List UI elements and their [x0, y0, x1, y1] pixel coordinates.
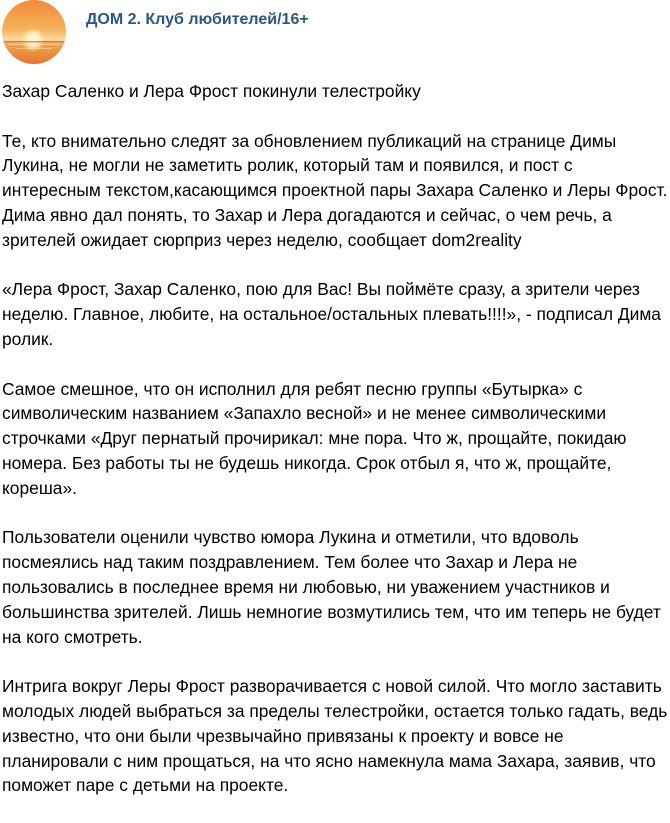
sunset-avatar-icon — [2, 0, 66, 64]
post-paragraph: «Лера Фрост, Захар Саленко, пою для Вас! Вы поймёте сразу, а зрители через неделю. Главное, любите, на остальное/остальных плевать!!!!», - подписал Дима ролик. — [2, 279, 661, 349]
post-paragraph: Те, кто внимательно следят за обновлением публикаций на странице Димы Лукина, не могли не заметить ролик, который там и появился, и пост с интересным текстом,касающимся проектной пары Захара Саленко и Леры Фрост. Дима явно дал понять, то Захар и Лера догадаются и сейчас, о чем речь, а зрителей ожидает сюрприз через неделю, сообщает dom2reality — [2, 130, 668, 250]
group-name-link[interactable]: ДОМ 2. Клуб любителей/16+ — [86, 11, 309, 28]
post-text — [2, 79, 668, 823]
post-paragraph: Пользователи оценили чувство юмора Лукина и отметили, что вдоволь посмеялись над таким поздравлением. Тем более что Захар и Лера не пользовались в последнее время ни любовью, ни уважением участников и большинства зрителей. Лишь немногие возмутились тем, что им теперь не будет на кого смотреть. — [2, 527, 661, 647]
post-title: Захар Саленко и Лера Фрост покинули телестройку — [2, 81, 421, 101]
group-avatar[interactable] — [2, 0, 66, 64]
post-paragraph: Интрига вокруг Леры Фрост разворачивается с новой силой. Что могло заставить молодых людей выбраться за пределы телестройки, остается только гадать, ведь известно, что они были чрезвычайно привязаны к проекту и вовсе не планировали с ним прощаться, на что ясно намекнула мама Захара, заявив, что поможет паре с детьми на проекте. — [2, 676, 668, 796]
post-paragraph: Самое смешное, что он исполнил для ребят песню группы «Бутырка» с символическим названием «Запахло весной» и не менее символическими строчками «Друг пернатый прочирикал: мне пора. Что ж, прощайте, покидаю номера. Без работы ты не будешь никогда. Срок отбыл я, что ж, прощайте, кореша». — [2, 378, 627, 498]
post-header — [0, 0, 670, 68]
